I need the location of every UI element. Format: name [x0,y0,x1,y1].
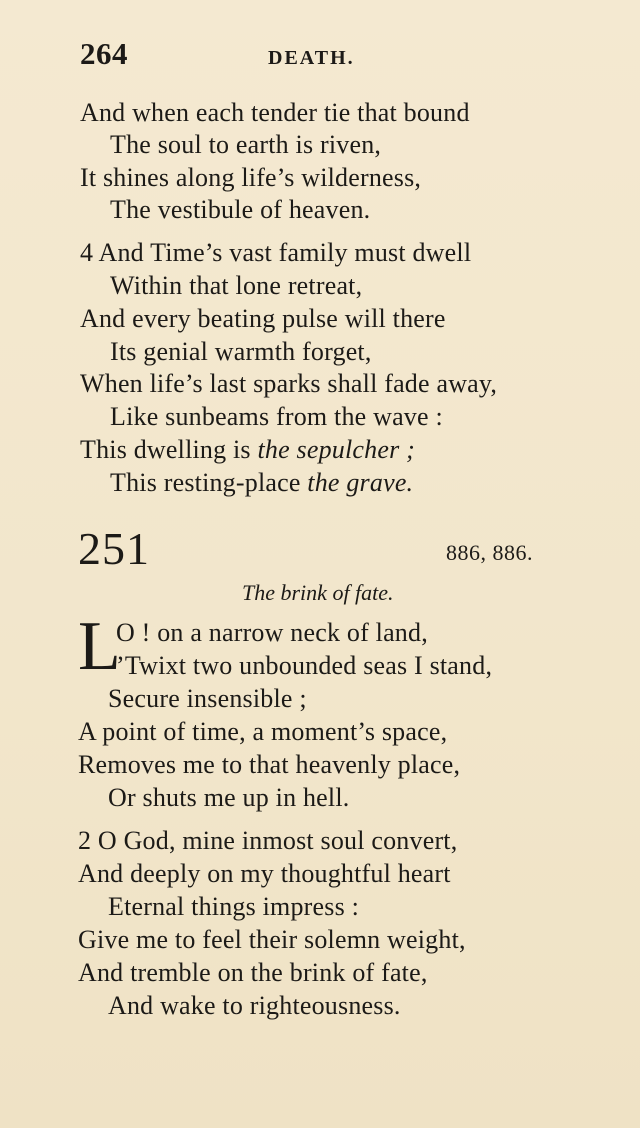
verse-line: Give me to feel their solemn weight, [78,925,466,954]
verse-line: It shines along life’s wilderness, [80,163,422,192]
verse-line: Like sunbeams from the wave : [110,402,443,431]
hymn-meter: 886, 886. [446,540,533,565]
verse-line: Removes me to that heavenly place, [78,750,461,779]
verse-line: The vestibule of heaven. [110,195,371,224]
verse-line: Secure insensible ; [108,684,307,713]
hymn-subtitle: The brink of fate. [242,580,394,605]
verse-line [110,468,413,498]
verse-text: This resting-place [110,468,308,497]
hymn-number: 251 [78,523,150,574]
verse-line: And tremble on the brink of fate, [78,958,428,987]
verse-italic-text: the grave. [307,468,414,497]
page-header [80,36,560,76]
verse-line: And every beating pulse will there [80,304,446,333]
page-number: 264 [80,36,128,71]
verse-line: 4 And Time’s vast family must dwell [80,238,472,267]
verse-line: And wake to righteousness. [108,991,401,1020]
verse-line [80,435,415,465]
drop-cap: L [78,608,121,685]
verse-line: The soul to earth is riven, [110,130,382,159]
running-head: DEATH. [268,47,355,69]
verse-line: Within that lone retreat, [110,271,363,300]
verse-line: 2 O God, mine inmost soul convert, [78,826,458,855]
verse-line: A point of time, a moment’s space, [78,717,448,746]
verse-text: This dwelling is [80,435,258,464]
verse-line: Or shuts me up in hell. [108,783,350,812]
verse-line: ’Twixt two unbounded seas I stand, [116,651,493,680]
verse-line: O ! on a narrow neck of land, [116,618,428,647]
verse-line: When life’s last sparks shall fade away, [80,369,498,398]
verse-line: And deeply on my thoughtful heart [78,859,451,888]
verse-line: And when each tender tie that bound [80,98,470,127]
verse-italic-text: the sepulcher ; [257,435,415,464]
verse-line: Eternal things impress : [108,892,360,921]
verse-line: Its genial warmth forget, [110,337,372,366]
